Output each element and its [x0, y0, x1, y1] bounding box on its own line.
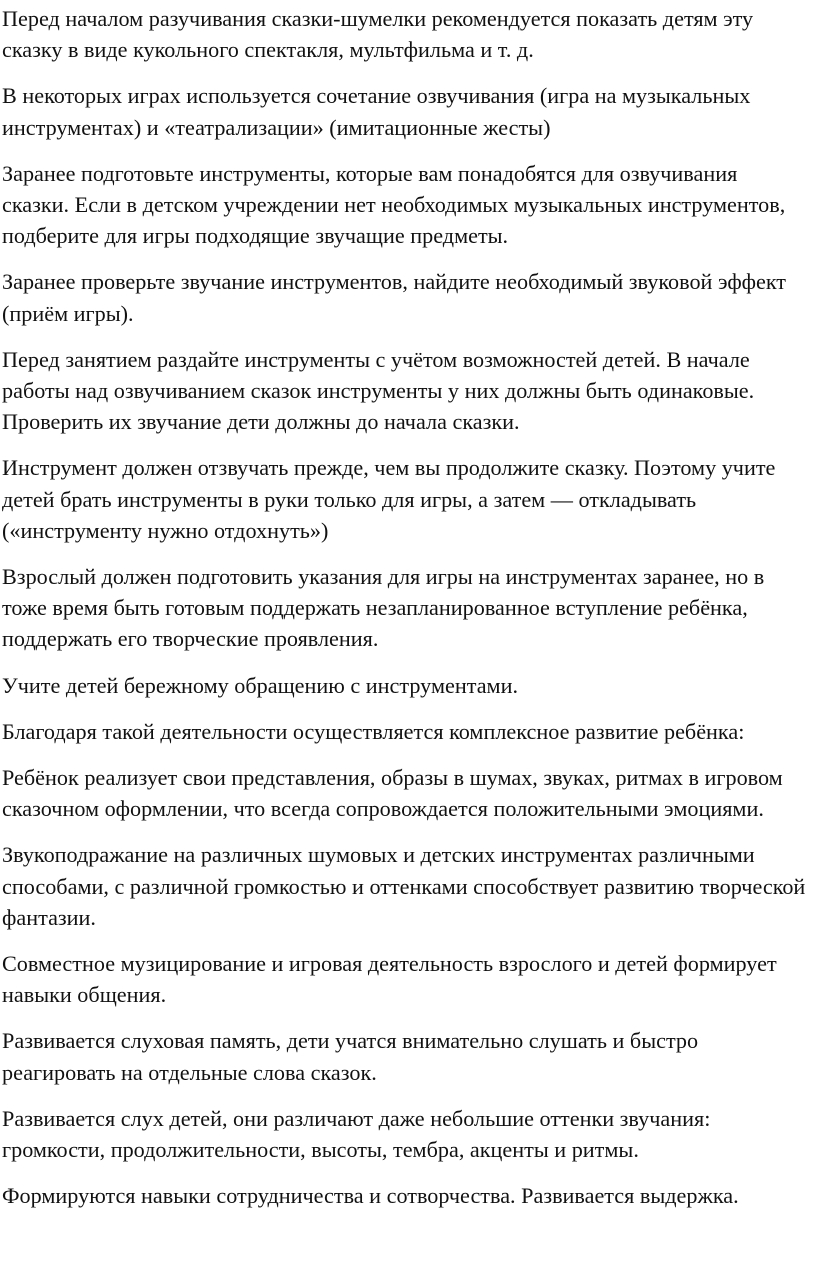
paragraph-12: Совместное музицирование и игровая деятельность взрослого и детей формирует навыки общения. — [2, 951, 777, 1008]
paragraph-9: Благодаря такой деятельности осуществляется комплексное развитие ребёнка: — [2, 718, 745, 744]
paragraph-15: Формируются навыки сотрудничества и сотворчества. Развивается выдержка. — [2, 1183, 739, 1209]
paragraph-13: Развивается слуховая память, дети учатся внимательно слушать и быстро реагировать на отдельные слова сказок. — [2, 1028, 699, 1085]
paragraph-3: Заранее подготовьте инструменты, которые вам понадобятся для озвучивания сказки. Если в детском учреждении нет необходимых музыкальных инструментов, подберите для игры подходящие звучащие предметы. — [2, 160, 786, 249]
paragraph-8: Учите детей бережному обращению с инструментами. — [2, 672, 518, 698]
paragraph-6: Инструмент должен отзвучать прежде, чем вы продолжите сказку. Поэтому учите детей брать инструменты в руки только для игры, а затем — откладывать («инструменту нужно отдохнуть») — [2, 455, 776, 543]
paragraph-7: Взрослый должен подготовить указания для игры на инструментах заранее, но в тоже время быть готовым поддержать незапланированное вступление ребёнка, поддержать его творческие проявления. — [2, 564, 765, 652]
paragraph-5: Перед занятием раздайте инструменты с учётом возможностей детей. В начале работы над озвучиванием сказок инструменты у них должны быть одинаковые. Проверить их звучание дети должны до начала сказки. — [2, 346, 755, 435]
paragraph-4: Заранее проверьте звучание инструментов, найдите необходимый звуковой эффект (приём игры). — [2, 269, 787, 326]
paragraph-10: Ребёнок реализует свои представления, образы в шумах, звуках, ритмах в игровом сказочном оформлении, что всегда сопровождается положительными эмоциями. — [2, 765, 783, 822]
paragraph-1: Перед началом разучивания сказки-шумелки рекомендуется показать детям эту сказку в виде кукольного спектакля, мультфильма и т. д. — [2, 6, 754, 63]
paragraph-11: Звукоподражание на различных шумовых и детских инструментах различными способами, с различной громкостью и оттенками способствует развитию творческой фантазии. — [2, 842, 806, 930]
paragraph-14: Развивается слух детей, они различают даже небольшие оттенки звучания: громкости, продолжительности, высоты, тембра, акценты и ритмы. — [2, 1105, 711, 1163]
paragraph-2: В некоторых играх используется сочетание озвучивания (игра на музыкальных инструментах) и «театрализации» (имитационные жесты) — [2, 83, 751, 140]
